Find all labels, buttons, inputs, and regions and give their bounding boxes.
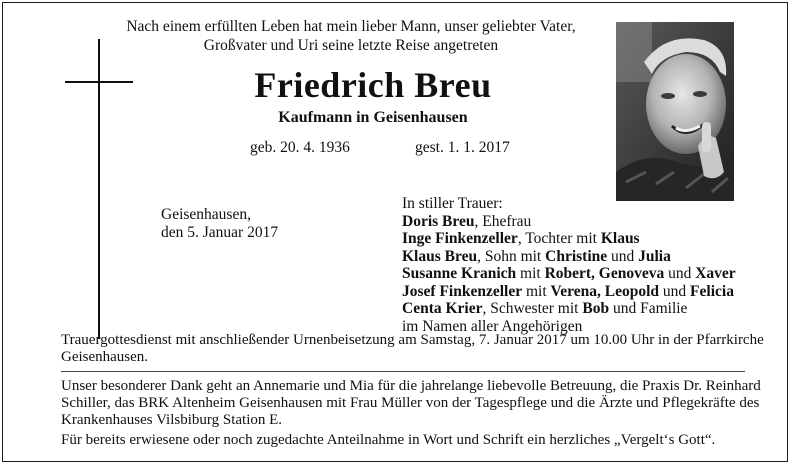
- deceased-occupation: Kaufmann in Geisenhausen: [278, 109, 468, 126]
- portrait-photo: [616, 22, 734, 201]
- mourner-relation: , Sohn mit: [477, 247, 546, 265]
- thanks-line-3: Krankenhauses Vilsbiburg Station E.: [61, 412, 283, 428]
- mourner-relation: , Ehefrau: [474, 212, 532, 230]
- mourner-name: Inge Finkenzeller: [402, 230, 518, 247]
- mourner-name: Josef Finkenzeller: [402, 282, 523, 300]
- mourner-line: [402, 230, 782, 248]
- mourner-name: Felicia: [690, 282, 734, 300]
- place-and-date: [161, 206, 278, 242]
- mourner-name: Susanne Kranich: [402, 265, 517, 282]
- funeral-service-info: [61, 332, 781, 366]
- mourner-line: [402, 265, 782, 283]
- birth-date: geb. 20. 4. 1936: [250, 139, 350, 156]
- mourner-name: Christine: [545, 247, 608, 265]
- cross-icon: [98, 39, 100, 339]
- mourner-relation: und: [659, 282, 691, 300]
- mourner-relation: und: [607, 247, 639, 265]
- intro-line-1: Nach einem erfüllten Leben hat mein lieber Mann, unser geliebter Vater,: [126, 18, 576, 35]
- mourner-line: [402, 248, 782, 266]
- mourner-name: Xaver: [695, 265, 736, 282]
- mourner-line: [402, 283, 782, 301]
- mourner-relation: mit: [516, 265, 545, 282]
- thanks-text: [61, 378, 781, 429]
- cross-icon-bar: [65, 81, 133, 83]
- mourner-name: Klaus: [600, 230, 640, 247]
- thanks-line-1: Unser besonderer Dank geht an Annemarie und Mia für die jahrelange liebevolle Betreuung, die Praxis Dr. Reinhard: [61, 378, 761, 394]
- mourners-list: [402, 195, 782, 335]
- deceased-name: Friedrich Breu: [254, 65, 492, 105]
- intro-text: [121, 17, 581, 55]
- mourner-relation: , Tochter mit: [517, 230, 601, 247]
- mourner-relation: und: [664, 265, 696, 282]
- mourner-name: Bob: [582, 300, 610, 317]
- mourner-relation: im Namen aller Angehörigen: [402, 317, 583, 335]
- mourner-relation: mit: [522, 282, 551, 300]
- mourner-name: Klaus Breu: [402, 247, 478, 265]
- date-text: den 5. Januar 2017: [161, 224, 279, 241]
- mourner-line: [402, 213, 782, 231]
- place-text: Geisenhausen,: [161, 206, 251, 223]
- section-divider: [61, 371, 745, 372]
- obituary-notice: [2, 2, 788, 462]
- mourner-name: Doris Breu: [402, 212, 475, 230]
- mourner-relation: , Schwester mit: [482, 300, 583, 317]
- mourner-name: Julia: [638, 247, 671, 265]
- mourner-name: Verena, Leopold: [550, 282, 660, 300]
- mourner-line: [402, 300, 782, 318]
- service-line-2: Geisenhausen.: [61, 349, 149, 365]
- service-line-1: Trauergottesdienst mit anschließender Urnenbeisetzung am Samstag, 7. Januar 2017 um 10.00 Uhr in der Pfarrkirche: [61, 332, 764, 348]
- death-date: gest. 1. 1. 2017: [415, 139, 510, 156]
- mourner-relation: und Familie: [609, 300, 688, 317]
- closing-text: Für bereits erwiesene oder noch zugedachte Anteilnahme in Wort und Schrift ein herzliches „Vergelt‘s Gott“.: [61, 432, 716, 448]
- thanks-line-2: Schiller, das BRK Altenheim Geisenhausen mit Frau Müller von der Tagespflege und die Ärzte und Pflegekräfte des: [61, 395, 760, 411]
- mourner-name: Robert, Genoveva: [544, 265, 665, 282]
- intro-line-2: Großvater und Uri seine letzte Reise angetreten: [203, 37, 499, 54]
- mourner-lines: [402, 213, 782, 336]
- mourners-heading: In stiller Trauer:: [402, 195, 503, 212]
- mourner-name: Centa Krier: [402, 300, 483, 317]
